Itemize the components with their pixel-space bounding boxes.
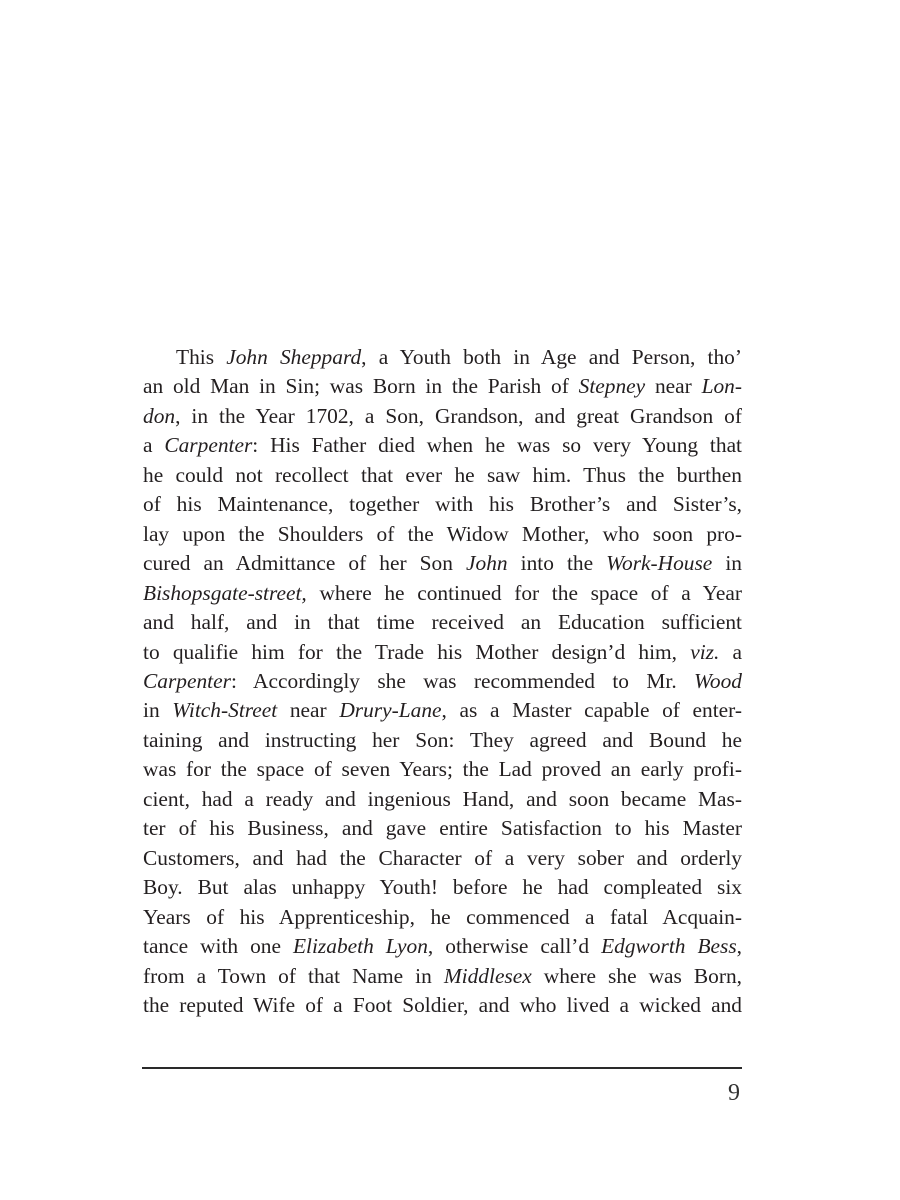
text-run: a (143, 433, 165, 458)
text-line (143, 608, 742, 637)
italic-text: viz. (690, 639, 720, 664)
italic-text: Carpenter (164, 433, 253, 458)
italic-text: Lon- (701, 374, 742, 399)
text-run: the reputed Wife of a Foot Soldier, and who lived a wicked and (143, 992, 742, 1017)
text-run: he could not recollect that ever he saw him. Thus the burthen (143, 462, 742, 487)
italic-text: John (466, 551, 508, 576)
text-run: This (176, 345, 227, 369)
italic-text: Elizabeth Lyon (292, 934, 428, 959)
text-line (143, 461, 742, 490)
text-line (143, 696, 742, 725)
text-line (143, 726, 742, 755)
text-line (143, 903, 742, 932)
text-run: to qualifie him for the Trade his Mother design’d him, (143, 639, 691, 664)
text-line (143, 638, 742, 667)
italic-text: Middlesex (443, 963, 532, 988)
text-line (143, 343, 742, 372)
italic-text: Stepney (578, 374, 646, 399)
text-run: Customers, and had the Character of a very sober and orderly (143, 845, 742, 870)
text-run: a (719, 639, 742, 664)
text-run: , in the Year 1702, a Son, Grandson, and great Grandson of (175, 403, 742, 428)
text-run: near (277, 698, 340, 723)
text-run: : Accordingly she was recommended to Mr. (230, 668, 695, 693)
text-run: lay upon the Shoulders of the Widow Mother, who soon pro- (143, 521, 742, 546)
italic-text: Drury-Lane (339, 698, 442, 723)
page-number: 9 (728, 1080, 740, 1106)
text-line (143, 431, 742, 460)
italic-text: John Sheppard (226, 345, 362, 369)
italic-text: Carpenter (143, 668, 231, 693)
italic-text: Edgworth Bess (601, 934, 737, 959)
italic-text: Witch-Street (172, 698, 278, 723)
italic-text: Bishopsgate-street, (143, 580, 307, 605)
text-run: taining and instructing her Son: They agreed and Bound he (143, 727, 742, 752)
italic-text: don (143, 403, 176, 428)
text-line (143, 549, 742, 578)
text-run: near (645, 374, 702, 399)
text-line (143, 873, 742, 902)
text-run: , (736, 934, 742, 959)
text-run: ter of his Business, and gave entire Satisfaction to his Master (143, 816, 742, 841)
text-line (143, 991, 742, 1020)
text-run: tance with one (143, 934, 293, 959)
text-run: in (712, 551, 742, 576)
text-run: , otherwise call’d (427, 934, 602, 959)
text-run: and half, and in that time received an Education sufficient (143, 610, 742, 635)
text-run: cient, had a ready and ingenious Hand, and soon became Mas- (143, 786, 742, 811)
text-line (143, 667, 742, 696)
text-run: cured an Admittance of her Son (143, 551, 466, 576)
text-run: where he continued for the space of a Year (306, 580, 742, 605)
italic-text: Work-House (606, 551, 713, 576)
text-run: Boy. But alas unhappy Youth! before he had compleated six (143, 875, 742, 900)
text-run: Years of his Apprenticeship, he commenced a fatal Acquain- (143, 904, 742, 929)
text-run: into the (507, 551, 607, 576)
text-line (143, 962, 742, 991)
text-run: : His Father died when he was so very Young that (252, 433, 742, 458)
text-line (143, 490, 742, 519)
text-run: of his Maintenance, together with his Brother’s and Sister’s, (143, 492, 742, 517)
text-run: , a Youth both in Age and Person, tho’ (361, 345, 742, 369)
text-line (143, 579, 742, 608)
text-line (143, 814, 742, 843)
text-line (143, 755, 742, 784)
text-run: was for the space of seven Years; the Lad proved an early profi- (143, 757, 742, 782)
italic-text: Wood (694, 668, 742, 693)
text-run: an old Man in Sin; was Born in the Parish of (143, 374, 579, 399)
text-line (143, 844, 742, 873)
text-run: from a Town of that Name in (143, 963, 444, 988)
text-run: , as a Master capable of enter- (441, 698, 742, 723)
text-line (143, 402, 742, 431)
text-line (143, 372, 742, 401)
text-run: where she was Born, (531, 963, 742, 988)
body-paragraph (143, 343, 742, 1020)
text-line (143, 520, 742, 549)
text-line (143, 785, 742, 814)
text-run: in (143, 698, 173, 723)
text-line (143, 932, 742, 961)
footer-rule (142, 1067, 742, 1069)
